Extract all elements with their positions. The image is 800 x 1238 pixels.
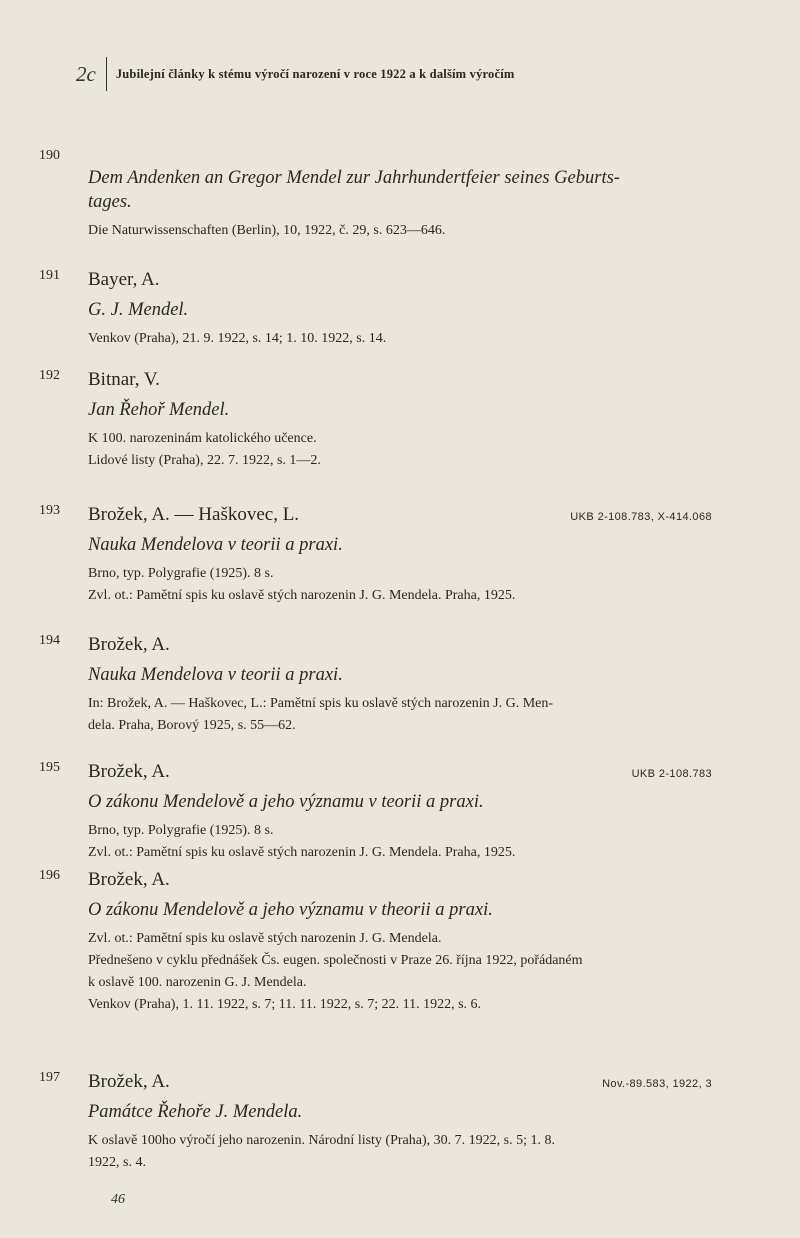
entry-note: Zvl. ot.: Pamětní spis ku oslavě stých narozenin J. G. Mendela. Praha, 1925.	[88, 588, 516, 603]
entry-source: K oslavě 100ho výročí jeho narozenin. Národní listy (Praha), 30. 7. 1922, s. 5; 1. 8.	[88, 1133, 555, 1148]
entry-author: Brožek, A. — Haškovec, L.	[88, 504, 300, 525]
entry-source-cont: dela. Praha, Borový 1925, s. 55—62.	[88, 718, 296, 733]
entry-title: Dem Andenken an Gregor Mendel zur Jahrhundertfeier seines Geburts-	[88, 168, 620, 188]
entry-line: K 100. narozeninám katolického učence.	[88, 431, 317, 446]
entry-title: Jan Řehoř Mendel.	[88, 400, 230, 420]
page-number: 46	[111, 1192, 125, 1207]
section-title: Jubilejní články k stému výročí narození v roce 1922 a k dalším výročím	[115, 66, 515, 81]
entry-number: 195	[39, 760, 60, 775]
entry-source: In: Brožek, A. — Haškovec, L.: Pamětní spis ku oslavě stých narozenin J. G. Men-	[88, 696, 554, 711]
entry-number: 193	[39, 503, 60, 518]
entry-number: 194	[39, 633, 60, 648]
entry-imprint: Brno, typ. Polygrafie (1925). 8 s.	[88, 566, 274, 581]
entry-title: Nauka Mendelova v teorii a praxi.	[88, 665, 343, 685]
library-signature: Nov.-89.583, 1922, 3	[602, 1078, 712, 1090]
entry-source-cont: 1922, s. 4.	[88, 1155, 146, 1170]
entry-number: 192	[39, 368, 60, 383]
entry-source: Venkov (Praha), 1. 11. 1922, s. 7; 11. 11. 1922, s. 7; 22. 11. 1922, s. 6.	[88, 997, 482, 1012]
library-signature: UKB 2-108.783, X-414.068	[570, 511, 712, 523]
entry-title: Památce Řehoře J. Mendela.	[88, 1102, 303, 1122]
entry-title: O zákonu Mendelově a jeho významu v teorii a praxi.	[88, 792, 484, 812]
entry-line: k oslavě 100. narozenin G. J. Mendela.	[88, 975, 307, 990]
section-code: 2c	[76, 57, 107, 91]
entry-number: 197	[39, 1070, 60, 1085]
entry-number: 196	[39, 868, 60, 883]
entry-author: Bitnar, V.	[88, 369, 160, 390]
entry-source: Die Naturwissenschaften (Berlin), 10, 1922, č. 29, s. 623—646.	[88, 223, 446, 238]
entry-source: Lidové listy (Praha), 22. 7. 1922, s. 1—2.	[88, 453, 321, 468]
running-header	[76, 57, 515, 91]
entry-title: G. J. Mendel.	[88, 300, 189, 320]
entry-title: O zákonu Mendelově a jeho významu v theorii a praxi.	[88, 900, 493, 920]
entry-source: Venkov (Praha), 21. 9. 1922, s. 14; 1. 10. 1922, s. 14.	[88, 331, 387, 346]
entry-author: Brožek, A.	[88, 869, 170, 890]
library-signature: UKB 2-108.783	[631, 768, 712, 780]
entry-number: 190	[39, 148, 60, 163]
entry-author: Brožek, A.	[88, 1071, 170, 1092]
entry-author: Bayer, A.	[88, 269, 160, 290]
entry-title: Nauka Mendelova v teorii a praxi.	[88, 535, 343, 555]
entry-note: Zvl. ot.: Pamětní spis ku oslavě stých narozenin J. G. Mendela. Praha, 1925.	[88, 845, 516, 860]
entry-title-cont: tages.	[88, 192, 132, 212]
entry-note: Zvl. ot.: Pamětní spis ku oslavě stých narozenin J. G. Mendela.	[88, 931, 442, 946]
entry-author: Brožek, A.	[88, 761, 170, 782]
entry-number: 191	[39, 268, 60, 283]
entry-imprint: Brno, typ. Polygrafie (1925). 8 s.	[88, 823, 274, 838]
entry-line: Přednešeno v cyklu přednášek Čs. eugen. společnosti v Praze 26. října 1922, pořádaném	[88, 953, 583, 968]
entry-author: Brožek, A.	[88, 634, 170, 655]
